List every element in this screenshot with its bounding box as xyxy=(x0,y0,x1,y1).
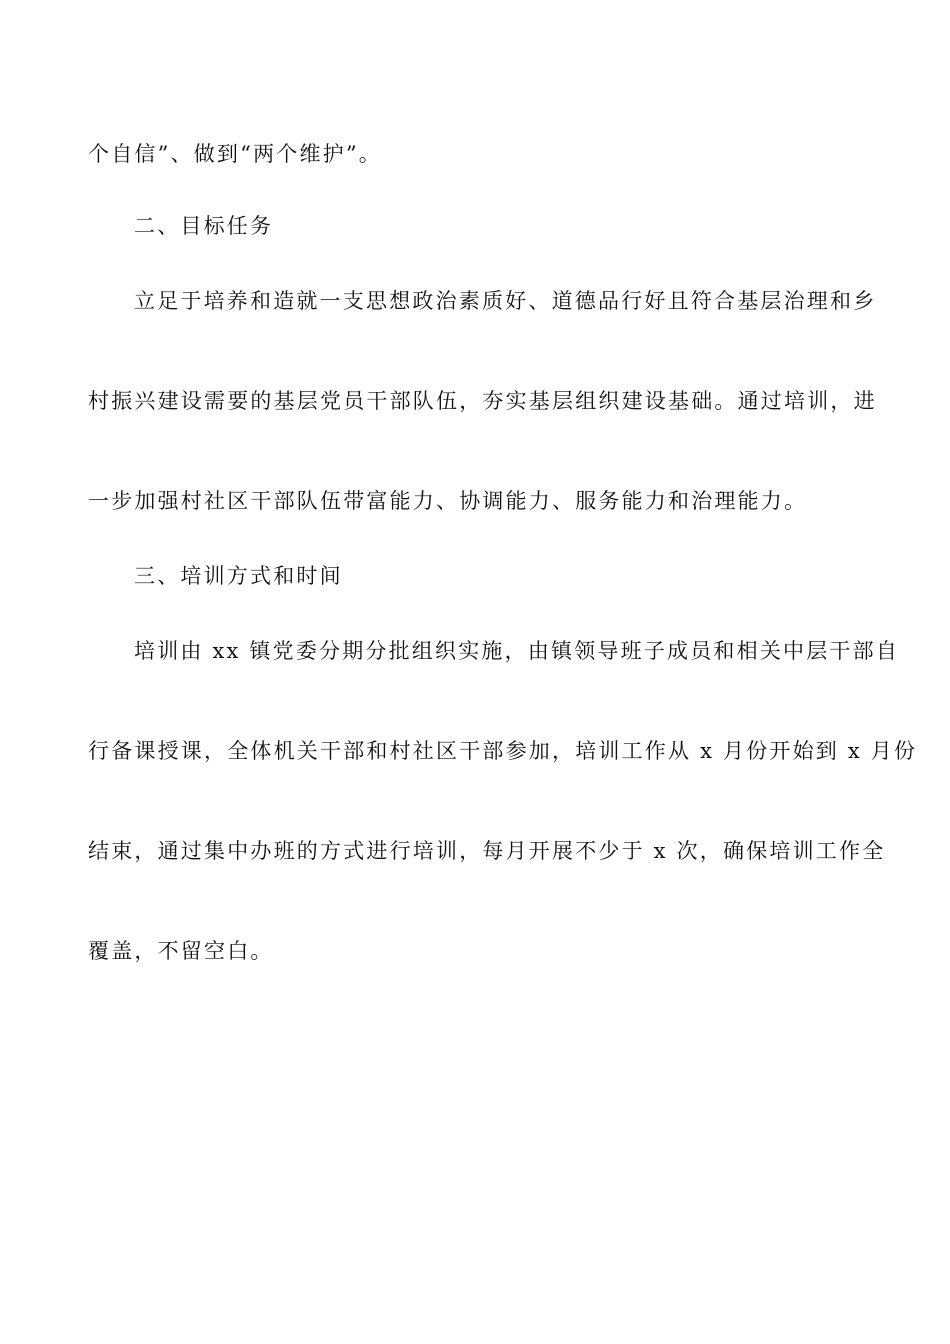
paragraph-line: 结束，通过集中办班的方式进行培训，每月开展不少于 x 次，确保培训工作全 xyxy=(88,839,886,863)
paragraph-line: 立足于培养和造就一支思想政治素质好、道德品行好且符合基层治理和乡 xyxy=(134,289,877,313)
paragraph-line: 村振兴建设需要的基层党员干部队伍，夯实基层组织建设基础。通过培训，进 xyxy=(88,389,877,413)
section-heading-goals: 二、目标任务 xyxy=(134,214,274,238)
section-heading-method-time: 三、培训方式和时间 xyxy=(134,564,343,588)
paragraph-line: 覆盖，不留空白。 xyxy=(88,939,274,963)
paragraph-line: 行备课授课，全体机关干部和村社区干部参加，培训工作从 x 月份开始到 x 月份 xyxy=(88,739,918,763)
paragraph-line: 培训由 xx 镇党委分期分批组织实施，由镇领导班子成员和相关中层干部自 xyxy=(134,639,900,663)
paragraph-line: 一步加强村社区干部队伍带富能力、协调能力、服务能力和治理能力。 xyxy=(88,489,808,513)
paragraph-continuation-line: 个自信”、做到“两个维护”。 xyxy=(88,142,383,166)
